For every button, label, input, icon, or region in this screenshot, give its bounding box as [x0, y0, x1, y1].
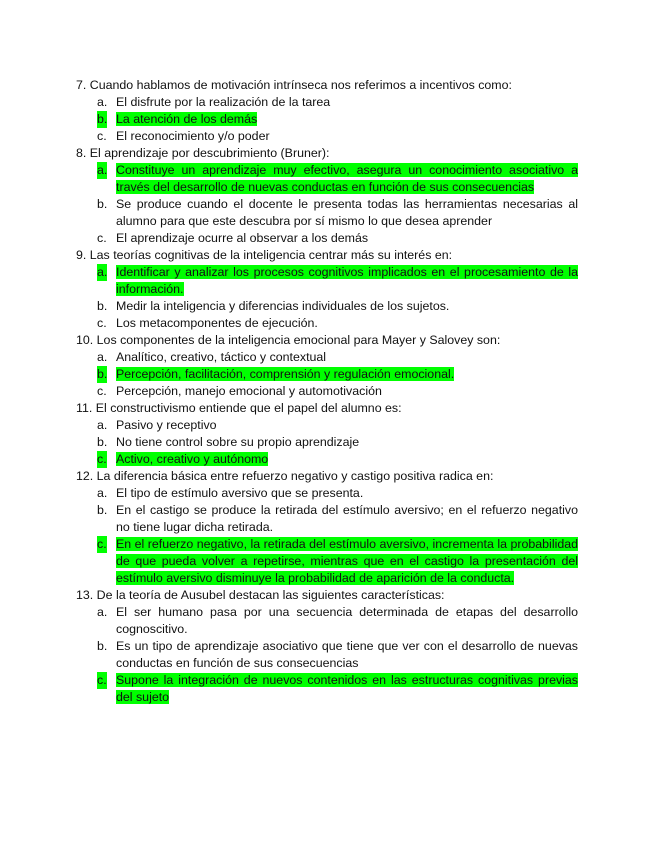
option-letter: a. [97, 350, 108, 364]
option-letter: c. [97, 452, 107, 466]
answer-option [76, 315, 578, 332]
option-text: Activo, creativo y autónomo [116, 452, 269, 466]
option-letter: b. [97, 112, 108, 126]
question-title: 11. El constructivismo entiende que el papel del alumno es: [76, 401, 402, 415]
option-text: No tiene control sobre su propio aprendizaje [116, 435, 360, 449]
highlighted-answer-option [76, 162, 578, 196]
option-text: La atención de los demás [116, 112, 258, 126]
option-text: Es un tipo de aprendizaje asociativo que tiene que ver con el desarrollo de nuevas conductas en función de sus consecuencias [116, 639, 578, 670]
answer-option [76, 604, 578, 638]
option-letter: c. [97, 129, 107, 143]
option-letter: b. [97, 299, 108, 313]
question-title: 12. La diferencia básica entre refuerzo negativo y castigo positiva radica en: [76, 469, 494, 483]
option-letter: c. [97, 316, 107, 330]
question-title: 7. Cuando hablamos de motivación intrínseca nos referimos a incentivos como: [76, 78, 512, 92]
highlighted-answer-option [76, 111, 578, 128]
option-text: En el castigo se produce la retirada del estímulo aversivo; en el refuerzo negativo no tiene lugar dicha retirada. [116, 503, 578, 534]
highlighted-answer-option [76, 366, 578, 383]
highlighted-answer-option [76, 264, 578, 298]
option-letter: a. [97, 418, 108, 432]
highlighted-answer-option [76, 451, 578, 468]
question-block [76, 468, 578, 587]
option-text: Pasivo y receptivo [116, 418, 217, 432]
answer-option [76, 485, 578, 502]
option-text: El reconocimiento y/o poder [116, 129, 270, 143]
question-block [76, 247, 578, 332]
option-text: El disfrute por la realización de la tarea [116, 95, 331, 109]
question-title: 8. El aprendizaje por descubrimiento (Bruner): [76, 146, 330, 160]
question-list [76, 77, 578, 706]
option-text: El ser humano pasa por una secuencia determinada de etapas del desarrollo cognoscitivo. [116, 605, 578, 636]
option-letter: a. [97, 163, 108, 177]
option-text: El aprendizaje ocurre al observar a los demás [116, 231, 369, 245]
answer-option [76, 417, 578, 434]
option-text: Identificar y analizar los procesos cognitivos implicados en el procesamiento de la información. [116, 265, 578, 296]
option-text: Supone la integración de nuevos contenidos en las estructuras cognitivas previas del sujeto [116, 673, 578, 704]
question-title: 10. Los componentes de la inteligencia emocional para Mayer y Salovey son: [76, 333, 501, 347]
option-text: El tipo de estímulo aversivo que se presenta. [116, 486, 364, 500]
option-letter: b. [97, 435, 108, 449]
option-letter: c. [97, 537, 107, 551]
option-letter: b. [97, 503, 108, 517]
option-text: Constituye un aprendizaje muy efectivo, asegura un conocimiento asociativo a través del desarrollo de nuevas conductas en función de sus consecuencias [116, 163, 578, 194]
highlighted-answer-option [76, 672, 578, 706]
option-letter: a. [97, 95, 108, 109]
option-letter: b. [97, 367, 108, 381]
highlighted-answer-option [76, 536, 578, 587]
question-block [76, 332, 578, 400]
answer-option [76, 383, 578, 400]
question-block [76, 145, 578, 247]
option-letter: c. [97, 384, 107, 398]
answer-option [76, 230, 578, 247]
question-block [76, 587, 578, 706]
answer-option [76, 638, 578, 672]
question-block [76, 400, 578, 468]
option-text: En el refuerzo negativo, la retirada del estímulo aversivo, incrementa la probabilidad de que pueda volver a repetirse, mientras que en el castigo la presentación del estímulo aversivo disminuye la probabilidad de aparición de la conducta. [116, 537, 578, 585]
option-letter: a. [97, 486, 108, 500]
option-letter: a. [97, 605, 108, 619]
option-letter: c. [97, 673, 107, 687]
option-text: Los metacomponentes de ejecución. [116, 316, 318, 330]
option-text: Analítico, creativo, táctico y contextual [116, 350, 327, 364]
answer-option [76, 298, 578, 315]
answer-option [76, 196, 578, 230]
option-text: Se produce cuando el docente le presenta todas las herramientas necesarias al alumno para que este descubra por sí mismo lo que desea aprender [116, 197, 578, 228]
answer-option [76, 502, 578, 536]
option-letter: b. [97, 639, 108, 653]
answer-option [76, 94, 578, 111]
option-text: Percepción, facilitación, comprensión y regulación emocional. [116, 367, 455, 381]
answer-option [76, 434, 578, 451]
option-letter: c. [97, 231, 107, 245]
option-text: Percepción, manejo emocional y automotivación [116, 384, 382, 398]
question-title: 13. De la teoría de Ausubel destacan las siguientes características: [76, 588, 445, 602]
answer-option [76, 349, 578, 366]
option-text: Medir la inteligencia y diferencias individuales de los sujetos. [116, 299, 450, 313]
answer-option [76, 128, 578, 145]
question-title: 9. Las teorías cognitivas de la inteligencia centrar más su interés en: [76, 248, 453, 262]
option-letter: b. [97, 197, 108, 211]
option-letter: a. [97, 265, 108, 279]
question-block [76, 77, 578, 145]
